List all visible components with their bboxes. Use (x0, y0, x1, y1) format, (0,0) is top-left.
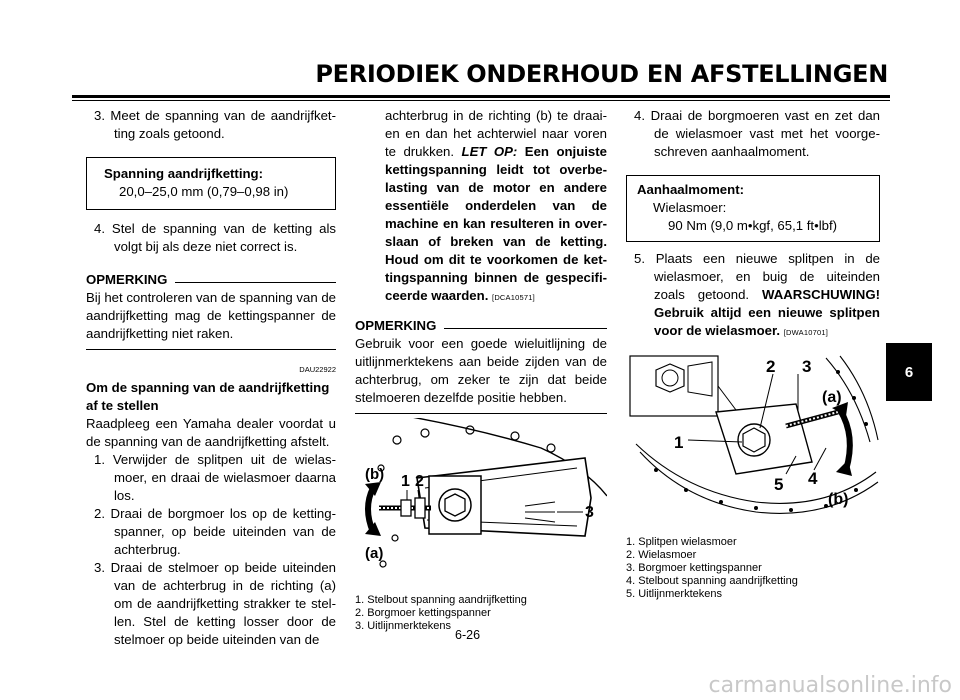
substep-3-continued (355, 107, 607, 307)
fig1-label-b: (b) (365, 466, 385, 483)
note-text-2: Gebruik voor een goede wieluitlijning de uitlijnmerktekens aan beide zijden van de achterbrug, om zeker te zijn dat beide stelmoeren dezelfde positie hebben. (355, 336, 607, 405)
column-left (86, 107, 336, 649)
step-5-code: [DWA10701] (783, 328, 828, 337)
caution-text: Een onjuiste kettingspanning leidt tot overbe-lasting van de motor en andere essentiële onderdelen van de machine en kan resulteren in over-slaan of breken van de ketting. Houd om dit te voorkomen de ket-tingspanning binnen de gespecifi-ceerde waarden. (385, 144, 607, 303)
figure-chain-adjuster (355, 418, 607, 588)
fig2-label-1: 1 (674, 433, 684, 452)
torque-box-value: 90 Nm (9,0 m•kgf, 65,1 ft•lbf) (668, 218, 838, 233)
caption-item: 3. Uitlijnmerktekens (355, 620, 451, 632)
fig2-label-4: 4 (808, 469, 818, 488)
section-intro: Raadpleeg een Yamaha dealer voordat u de spanning van de aandrijfketting afstelt. (86, 416, 336, 449)
header-rule (72, 95, 890, 98)
note-rule-2 (444, 328, 607, 329)
column-right (626, 107, 880, 601)
caption-item: 4. Stelbout spanning aandrijfketting (626, 575, 798, 587)
note-end-rule (86, 349, 336, 350)
fig2-label-b: (b) (828, 491, 849, 508)
spec-box-torque (626, 175, 880, 242)
spec-box-chain-tension (86, 157, 336, 210)
step-4-adjust: 4. Stel de spanning van de ketting als volgt bij als deze niet correct is. (94, 221, 336, 254)
caption-item: 1. Splitpen wielasmoer (626, 536, 737, 548)
substep-2: 2. Draai de borgmoer los op de ketting-spanner, op beide uiteinden van de achterbrug. (94, 506, 336, 557)
step-5-text: 5. Plaats een nieuwe splitpen in de wielasmoer, en buig de uiteinden zoals getoond. (634, 251, 880, 302)
caption-item: 1. Stelbout spanning aandrijfketting (355, 594, 527, 606)
header-rule-thin (72, 100, 890, 101)
note-title: OPMERKING (86, 272, 168, 287)
fig1-label-a: (a) (365, 545, 384, 562)
torque-box-sub: Wielasmoer: (653, 200, 727, 215)
note-end-rule-2 (355, 413, 607, 414)
page-number: 6-26 (455, 628, 481, 642)
fig1-label-3: 3 (585, 504, 594, 521)
step-4-tighten: 4. Draai de borgmoeren vast en zet dan de wielasmoer vast met het voorge-schreven aanhaalmoment. (634, 108, 880, 159)
fig1-label-1: 1 (401, 473, 410, 490)
page-header-title: PERIODIEK ONDERHOUD EN AFSTELLINGEN (315, 60, 888, 88)
step-3-measure: 3. Meet de spanning van de aandrijfket-ting zoals getoond. (94, 108, 336, 141)
note-heading-2 (355, 317, 607, 335)
spec-box-title: Spanning aandrijfketting: (104, 166, 263, 181)
section-title: Om de spanning van de aandrijfketting af te stellen (86, 380, 330, 413)
fig2-label-2: 2 (766, 357, 776, 376)
step-5-warning: WAARSCHUWING! Gebruik altijd een nieuwe splitpen voor de wielasmoer. (654, 287, 880, 338)
substep-1: 1. Verwijder de splitpen uit de wielas-moer, en draai de wielasmoer daarna los. (94, 452, 336, 503)
note-title-2: OPMERKING (355, 318, 437, 333)
step-5-cotter (626, 250, 880, 342)
fig2-label-3: 3 (802, 357, 812, 376)
letop-label: LET OP: (461, 144, 518, 159)
column-middle (355, 107, 607, 633)
watermark: carmanualsonline.info (708, 673, 952, 698)
figure-2-captions (626, 536, 880, 601)
caution-code: [DCA10571] (492, 293, 535, 302)
caption-item: 5. Uitlijnmerktekens (626, 588, 722, 600)
fig1-label-2: 2 (415, 473, 424, 490)
note-heading (86, 271, 336, 289)
spec-box-value: 20,0–25,0 mm (0,79–0,98 in) (119, 184, 289, 199)
fig2-label-5: 5 (774, 475, 784, 494)
note-rule (175, 282, 336, 283)
figure-1-captions (355, 594, 607, 633)
doc-code: DAU22922 (299, 365, 336, 374)
caption-item: 2. Borgmoer kettingspanner (355, 607, 491, 619)
substep-3-cont-text: achterbrug in de richting (b) te draai-en en dan het achterwiel naar voren te drukken. (385, 108, 607, 159)
fig2-label-a: (a) (822, 389, 842, 406)
caption-item: 3. Borgmoer kettingspanner (626, 562, 762, 574)
note-text: Bij het controleren van de spanning van de aandrijfketting mag de kettingspanner de aandrijfketting niet raken. (86, 290, 337, 341)
substep-3: 3. Draai de stelmoer op beide uiteinden van de achterbrug in de richting (a) om de aandrijfketting strakker te stel-len. Stel de ketting losser door de stelmoer op beide uiteinden van de (94, 560, 336, 647)
torque-box-title: Aanhaalmoment: (637, 182, 744, 197)
caption-item: 2. Wielasmoer (626, 549, 697, 561)
chapter-tab: 6 (886, 343, 932, 401)
figure-axle-nut (626, 352, 880, 528)
